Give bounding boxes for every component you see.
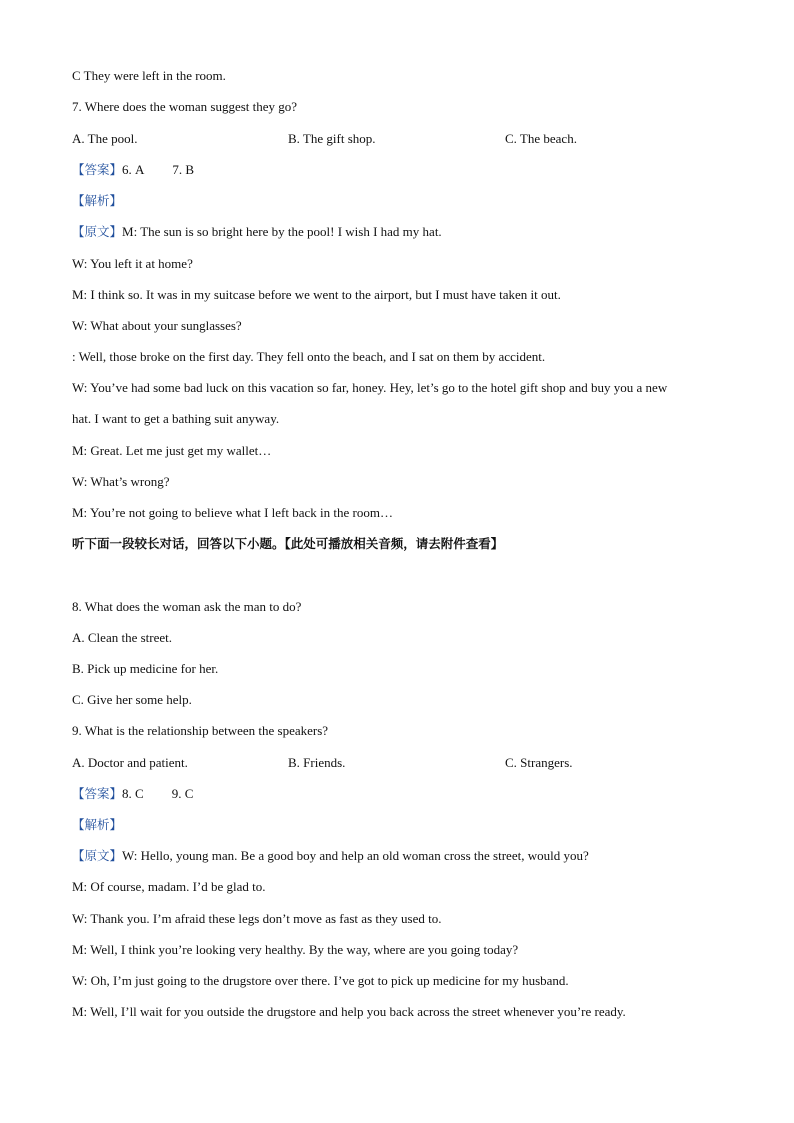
q9-question: 9. What is the relationship between the speakers? (72, 723, 329, 738)
dialogue1-line-9: W: What’s wrong? (72, 474, 170, 489)
analysis-tag-2: 【解析】 (72, 817, 123, 832)
dialogue1-line-5: : Well, those broke on the first day. They fell onto the beach, and I sat on them by accident. (72, 349, 546, 364)
q7-option-b: B. The gift shop. (288, 131, 376, 146)
q8-question: 8. What does the woman ask the man to do? (72, 599, 302, 614)
q8-option-a: A. Clean the street. (72, 630, 172, 645)
dialogue2-line-4: M: Well, I think you’re looking very healthy. By the way, where are you going today? (72, 942, 519, 957)
original-tag: 【原文】 (72, 224, 123, 239)
answer-6: 6. A (122, 162, 145, 177)
q7-option-a: A. The pool. (72, 131, 138, 146)
q7-question: 7. Where does the woman suggest they go? (72, 99, 298, 114)
dialogue1-line-2: W: You left it at home? (72, 256, 193, 271)
original-tag: 【原文】 (72, 848, 123, 863)
answer-line-1 (72, 162, 194, 178)
answer-tag: 【答案】 (72, 786, 123, 801)
q9-option-a: A. Doctor and patient. (72, 755, 188, 770)
analysis-tag-1: 【解析】 (72, 193, 123, 208)
dialogue2-line-2: M: Of course, madam. I’d be glad to. (72, 879, 266, 894)
dialogue2-line-3: W: Thank you. I’m afraid these legs don’t move as fast as they used to. (72, 911, 442, 926)
dialogue2-line-5: W: Oh, I’m just going to the drugstore over there. I’ve got to pick up medicine for my husband. (72, 973, 569, 988)
answer-tag: 【答案】 (72, 162, 123, 177)
dialogue1-line-10: M: You’re not going to believe what I left back in the room… (72, 505, 393, 520)
listening-instruction: 听下面一段较长对话，回答以下小题。【此处可播放相关音频，请去附件查看】 (72, 536, 504, 551)
dialogue1-line-1: 【原文】M: The sun is so bright here by the pool! I wish I had my hat. (72, 224, 442, 239)
q6-option-c: C They were left in the room. (72, 68, 226, 83)
dialogue2-line-6: M: Well, I’ll wait for you outside the drugstore and help you back across the street whenever you’re ready. (72, 1004, 626, 1019)
dialogue1-line-3: M: I think so. It was in my suitcase before we went to the airport, but I must have taken it out. (72, 287, 561, 302)
q7-option-c: C. The beach. (505, 131, 577, 146)
q9-option-b: B. Friends. (288, 755, 346, 770)
answer-9: 9. C (171, 786, 194, 801)
dialogue1-line-4: W: What about your sunglasses? (72, 318, 242, 333)
dialogue1-line-8: M: Great. Let me just get my wallet… (72, 443, 272, 458)
answer-line-2 (72, 786, 193, 802)
dialogue2-line-1: 【原文】W: Hello, young man. Be a good boy and help an old woman cross the street, would you? (72, 848, 589, 863)
answer-8: 8. C (122, 786, 144, 801)
dialogue1-line-7: hat. I want to get a bathing suit anyway. (72, 411, 280, 426)
answer-7: 7. B (172, 162, 195, 177)
q8-option-c: C. Give her some help. (72, 692, 192, 707)
dialogue1-line-6: W: You’ve had some bad luck on this vacation so far, honey. Hey, let’s go to the hotel gift shop and buy you a new (72, 380, 668, 395)
q8-option-b: B. Pick up medicine for her. (72, 661, 219, 676)
q9-option-c: C. Strangers. (505, 755, 573, 770)
